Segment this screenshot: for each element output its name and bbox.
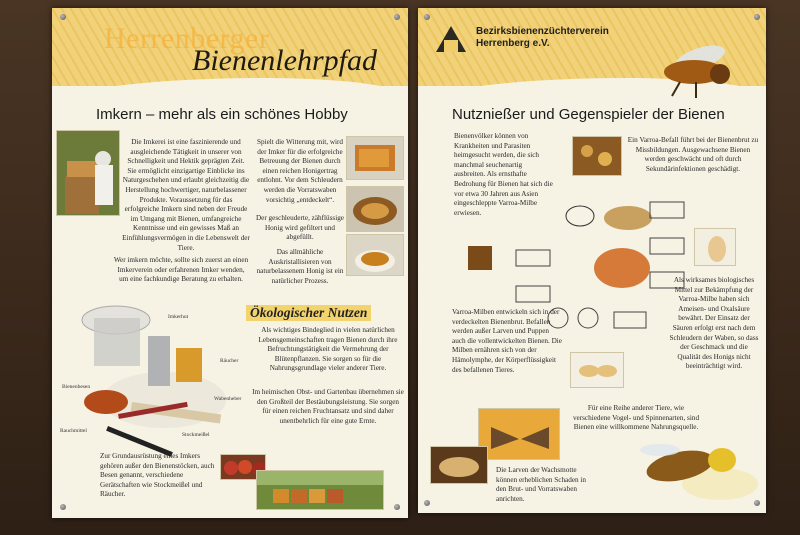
acid-treatment-paragraph: Als wirksames biologisches Mittel zur Bekämpfung der Varroa-Milbe haben sich Ameisen- und Oxalsäure bewährt. Der Einsatz der Säuren erfolgt erst nach dem Schleudern der Waben, so dass der Geschmack und die Qualität des Honigs nicht beeinträchtigt wird. [669, 276, 759, 371]
section-heading: Imkern – mehr als ein schönes Hobby [96, 106, 348, 123]
board-title-sub: Bienenlehrpfad [192, 44, 377, 77]
left-info-board [52, 8, 408, 518]
label-wabenheber: Wabenheber [214, 396, 242, 402]
club-logo-icon [432, 22, 470, 56]
bee-pupae-photo [570, 352, 624, 388]
wax-moth-larvae-photo [430, 446, 488, 484]
label-imkerhut: Imkerhut [168, 314, 189, 320]
right-info-board [418, 8, 766, 513]
bee-brood-photo [572, 136, 622, 176]
label-bienenbesen: Bienenbesen [62, 384, 91, 390]
bee-illustration [640, 34, 744, 100]
eco-paragraph-1: Als wichtiges Bindeglied in vielen natürlichen Lebensgemeinschaften tragen Bienen durch ihre Befruchtungstätigkeit die Vermehrung der Blütenpflanzen. Sie sorgen so für die Nahrungsgrundlage vieler anderer Tiere. [258, 326, 398, 373]
honeycomb-frame-photo [346, 136, 404, 180]
disease-paragraph: Bienenvölker können von Krankheiten und Parasiten heimgesucht werden, die sich manchmal seuchenartig ausbreiten. Als ernsthafte Bedrohung für Bienen hat sich die vor etwa 30 Jahren aus Asien eingeschleppte Varroa-Milbe erwiesen. [454, 132, 553, 217]
wax-moth-paragraph: Die Larven der Wachsmotte können erheblichen Schaden in den Brut- und Vorratswaben anrichten. [496, 466, 587, 503]
infested-larva-photo [694, 228, 736, 266]
advice-paragraph: Wer imkern möchte, sollte sich zuerst an einen Imkerverein oder erfahrenen Imker wenden, um eine fachkundige Beratung zu erhalten. [113, 256, 249, 284]
mite-development-paragraph: Varroa-Milben entwickeln sich in der verdeckelten Bienenbrut. Befallen werden außer Larven und Puppen auch die vollentwickelten Bienen. Die Milben ernähren sich von der Hämolymphe, der Körperflüssigkeit des befallenen Tieres. [452, 308, 562, 374]
club-name: Bezirksbienenzüchterverein Herrenberg e.V. [476, 26, 609, 49]
eco-subheading: Ökologischer Nutzen [246, 305, 371, 321]
filter-paragraph: Der geschleuderte, zähflüssige Honig wird gefiltert und abgefüllt. [255, 214, 344, 242]
eco-paragraph-2: Im heimischen Obst- und Gartenbau übernehmen sie den Großteil der Bestäubungsleistung. Sie sorgen für einen reichen Fruchtansatz und sind daher unentbehrlich für eine gute Ernte. [252, 388, 404, 425]
board-title-main: Herrenberger [104, 22, 270, 55]
label-stockmeissel: Stockmeißel [182, 432, 210, 438]
intro-paragraph: Die Imkerei ist eine faszinierende und ausgleichende Tätigkeit in unserer von Schnelligkeit und Hektik geprägten Zeit. Sie ermöglicht einzigartige Einblicke ins Naturgeschehen und erlaubt gleichzeitig die Herstellung hochwertiger, naturbelassener Produkte. Voraussetzung für das erfolgreiche Imkern sind neben der Freude im Umgang mit Bienen, umfangreiche Kenntnisse und ein gewisses Maß an Einfühlungsvermögen in die Lebenswelt der Tiere. [122, 138, 250, 252]
beekeeper-photo [56, 130, 120, 216]
bee-on-flower-illustration [600, 432, 760, 510]
crystallize-paragraph: Das allmähliche Auskristallisieren von naturbelassenem Honig ist ein natürlicher Prozess. [256, 248, 344, 285]
predators-paragraph: Für eine Reihe anderer Tiere, wie verschiedene Vogel- und Spinnenarten, sind Bienen eine willkommene Nahrungsquelle. [572, 404, 700, 432]
harvest-paragraph: Spielt die Witterung mit, wird der Imker für die erfolgreiche Betreuung der Bienen durch einen reichen Honigertrag entlohnt. Vor dem Schleudern werden die Vorratswaben vorsichtig „entdeckelt“. [256, 138, 344, 204]
section-heading: Nutznießer und Gegenspieler der Bienen [452, 106, 725, 123]
beekeeping-equipment-illustration [72, 284, 242, 460]
uncapping-photo [346, 186, 404, 232]
honey-bowl-photo [346, 234, 404, 276]
label-raucher: Räucher [220, 358, 239, 364]
varroa-effect-paragraph: Ein Varroa-Befall führt bei der Bienenbrut zu Missbildungen. Ausgewachsene Bienen werden geschwächt und oft durch Sekundärinfektionen geschädigt. [627, 136, 759, 173]
label-rauchmittel: Rauchmittel [60, 428, 87, 434]
wax-moth-photo [478, 408, 560, 460]
beehives-orchard-photo [256, 470, 384, 510]
equipment-caption: Zur Grundausrüstung eines Imkers gehören außer den Bienenstöcken, auch Besen genannt, verschiedene Gerätschaften wie Stockmeißel und Räucher. [100, 452, 215, 499]
